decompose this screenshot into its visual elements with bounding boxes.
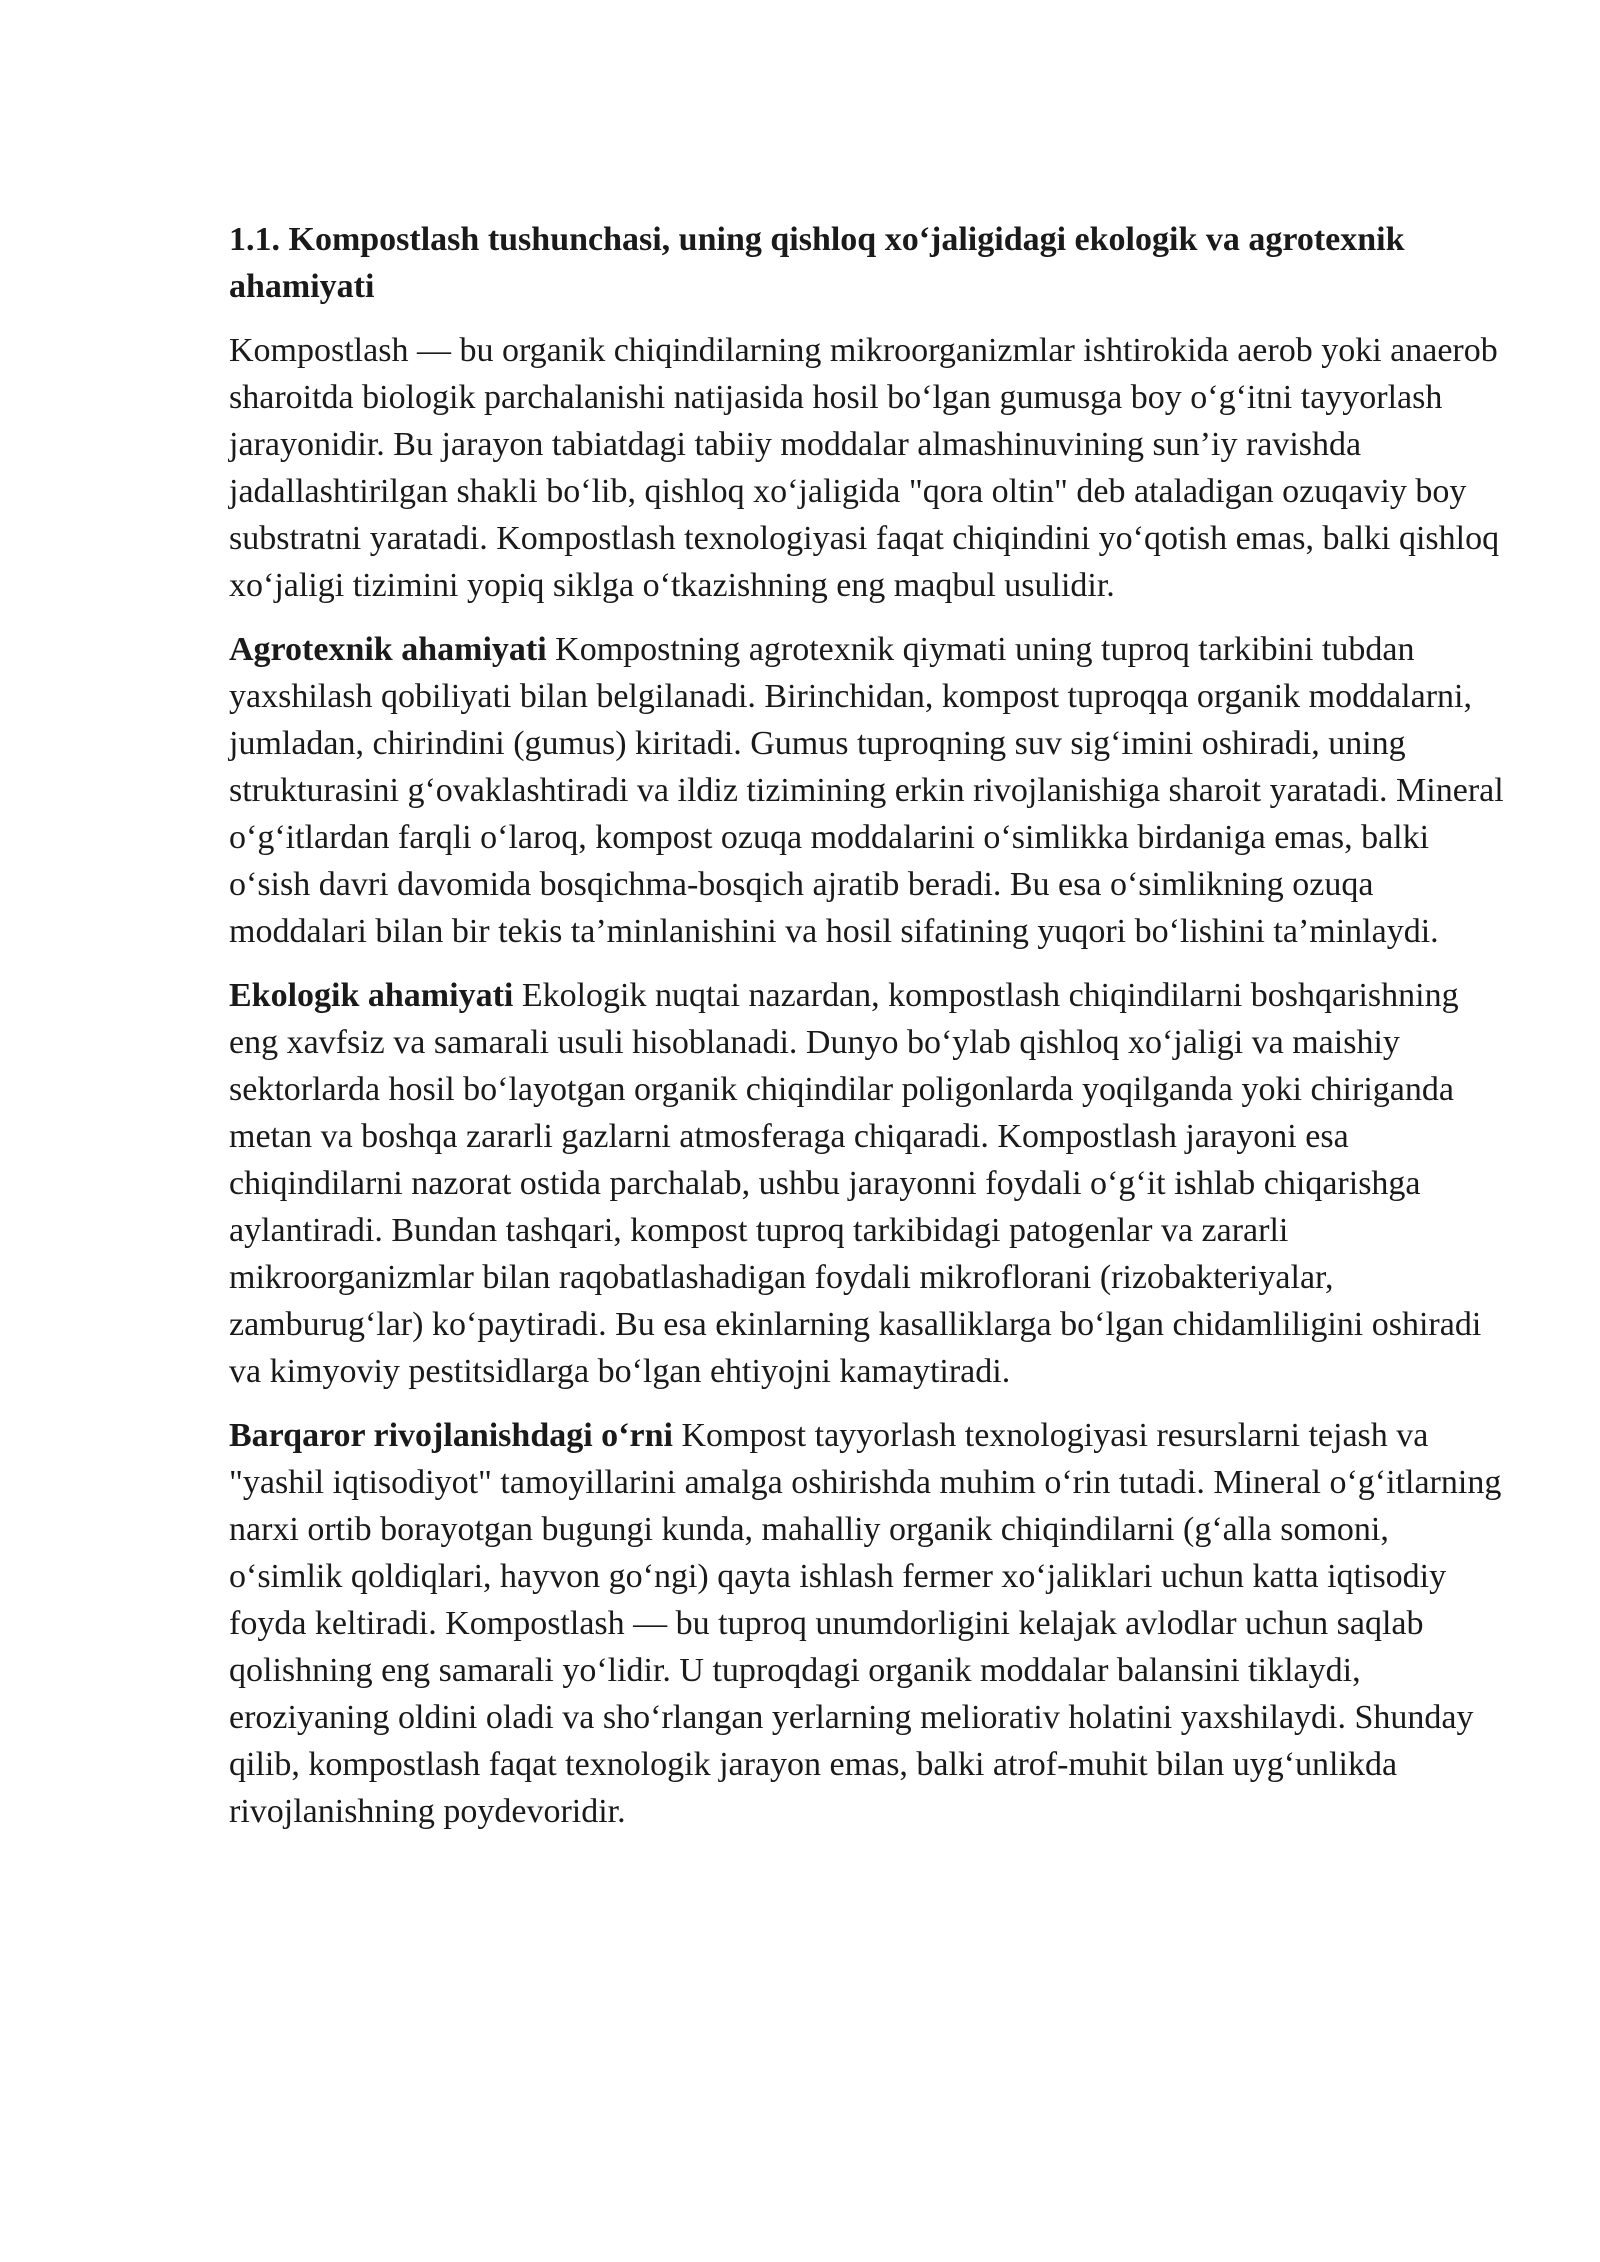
paragraph-lead-agrotechnical: Agrotexnik ahamiyati (229, 631, 547, 668)
paragraph-ecological (229, 972, 1504, 1395)
paragraph-lead-ecological: Ekologik ahamiyati (229, 977, 514, 1014)
paragraph-sustainable (229, 1412, 1504, 1835)
paragraph-text: Kompostlash — bu organik chiqindilarning mikroorganizmlar ishtirokida aerob yoki anaerob sharoitda biologik parchalanishi natijasida hosil bo‘lgan gumusga boy o‘g‘itni tayyorlash jarayonidir. Bu jarayon tabiatdagi tabiiy moddalar almashinuvining sun’iy ravishda jadallashtirilgan shakli bo‘lib, qishloq xo‘jaligida "qora oltin" deb ataladigan ozuqaviy boy substratni yaratadi. Kompostlash texnologiyasi faqat chiqindini yo‘qotish emas, balki qishloq xo‘jaligi tizimini yopiq siklga o‘tkazishning eng maqbul usulidir. (229, 332, 1500, 604)
paragraph-text: Ekologik nuqtai nazardan, kompostlash chiqindilarni boshqarishning eng xavfsiz va samarali usuli hisoblanadi. Dunyo bo‘ylab qishloq xo‘jaligi va maishiy sektorlarda hosil bo‘layotgan organik chiqindilar poligonlarda yoqilganda yoki chiriganda metan va boshqa zararli gazlarni atmosferaga chiqaradi. Kompostlash jarayoni esa chiqindilarni nazorat ostida parchalab, ushbu jarayonni foydali o‘g‘it ishlab chiqarishga aylantiradi. Bundan tashqari, kompost tuproq tarkibidagi patogenlar va zararli mikroorganizmlar bilan raqobatlashadigan foydali mikroflorani (rizobakteriyalar, zamburug‘lar) ko‘paytiradi. Bu esa ekinlarning kasalliklarga bo‘lgan chidamliligini oshiradi va kimyoviy pestitsidlarga bo‘lgan ehtiyojni kamaytiradi. (229, 977, 1482, 1390)
paragraph-intro (229, 327, 1504, 609)
document-body (229, 216, 1504, 1852)
paragraph-agrotechnical (229, 626, 1504, 955)
paragraph-lead-sustainable: Barqaror rivojlanishdagi o‘rni (229, 1417, 673, 1454)
paragraph-text: Kompost tayyorlash texnologiyasi resurslarni tejash va "yashil iqtisodiyot" tamoyillarini amalga oshirishda muhim o‘rin tutadi. Mineral o‘g‘itlarning narxi ortib borayotgan bugungi kunda, mahalliy organik chiqindilarni (g‘alla somoni, o‘simlik qoldiqlari, hayvon go‘ngi) qayta ishlash fermer xo‘jaliklari uchun katta iqtisodiy foyda keltiradi. Kompostlash — bu tuproq unumdorligini kelajak avlodlar uchun saqlab qolishning eng samarali yo‘lidir. U tuproqdagi organik moddalar balansini tiklaydi, eroziyaning oldini oladi va sho‘rlangan yerlarning meliorativ holatini yaxshilaydi. Shunday qilib, kompostlash faqat texnologik jarayon emas, balki atrof-muhit bilan uyg‘unlikda rivojlanishning poydevoridir. (229, 1417, 1502, 1830)
section-heading: 1.1. Kompostlash tushunchasi, uning qishloq xo‘jaligidagi ekologik va agrotexnik ahamiyati (229, 221, 1405, 305)
paragraph-text: Kompostning agrotexnik qiymati uning tuproq tarkibini tubdan yaxshilash qobiliyati bilan belgilanadi. Birinchidan, kompost tuproqqa organik moddalarni, jumladan, chirindini (gumus) kiritadi. Gumus tuproqning suv sig‘imini oshiradi, uning strukturasini g‘ovaklashtiradi va ildiz tizimining erkin rivojlanishiga sharoit yaratadi. Mineral o‘g‘itlardan farqli o‘laroq, kompost ozuqa moddalarini o‘simlikka birdaniga emas, balki o‘sish davri davomida bosqichma-bosqich ajratib beradi. Bu esa o‘simlikning ozuqa moddalari bilan bir tekis ta’minlanishini va hosil sifatining yuqori bo‘lishini ta’minlaydi. (229, 631, 1504, 950)
